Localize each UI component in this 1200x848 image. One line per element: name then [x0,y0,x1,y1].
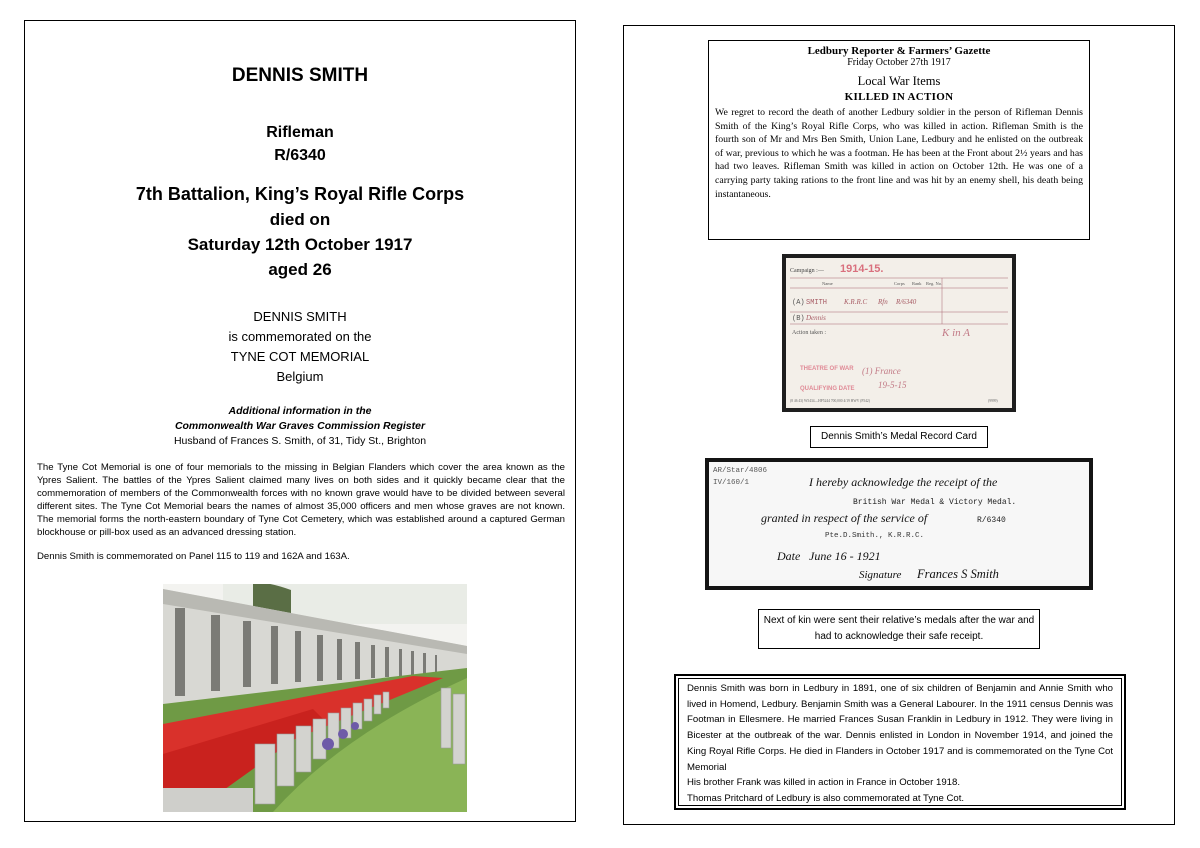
qualifying-value: 19-5-15 [878,380,907,390]
row-b-marker: (B) [792,315,805,323]
col-name: Name [822,281,833,286]
rank: Rifleman [266,124,334,141]
campaign-year: 1914-15. [840,263,884,275]
campaign-label: Campaign :— [790,268,824,274]
soldier-name: DENNIS SMITH [231,65,369,86]
newspaper-section: Local War Items [857,74,941,88]
row-a-rank: Rfn [878,298,888,306]
row-a-name: SMITH [806,299,828,307]
unit-block [25,182,575,282]
newspaper-clipping [708,40,1090,240]
receipt-date-value: June 16 - 1921 [809,549,881,563]
theatre-value: (1) France [862,366,901,376]
brother-text: His brother Frank was killed in action in France in October 1918. [687,777,961,789]
medal-card-caption: Dennis Smith’s Medal Record Card [810,426,988,448]
commemoration-block [25,307,575,387]
receipt-ref-1: AR/Star/4806 [713,467,768,475]
qualifying-stamp: QUALIFYING DATE [800,386,855,392]
receipt-ref-2: IV/160/1 [713,479,750,487]
age: aged 26 [268,260,332,279]
died-on-label: died on [269,210,331,229]
right-page [623,25,1175,825]
card-footer-left: (8 46 43) W5434—HP5244 700,000 4/19 HWV (P542) [790,399,870,403]
newspaper-text: We regret to record the death of another Ledbury soldier in the person of Rifleman Dennis Smith of the King’s Royal Rifle Corps, who was killed in action. Rifleman Smith is the fourth son of Mr and Mrs Ben Smith, Union Lane, Ledbury and he enlisted on the outbreak of war, previous to which he was a footman. He has been at the Front about 2½ years and has had two leaves. Rifleman Smith was killed in action on October 12th. He was one of a carrying party taking rations to the front line and was hit by an enemy shell, his death being instantaneous. [715,107,1083,200]
biography-text: Dennis Smith was born in Ledbury in 1891, one of six children of Benjamin and Annie Smith who lived in Homend, Ledbury. Benjamin Smith was a General Labourer. In the 1911 census Dennis was Footman in Ellesmere. He married Frances Susan Franklin in Ledbury in 1912. They were living in Bicester at the outbreak of the war. Dennis enlisted in London in November 1914, and joined the King Royal Rifle Corps. He died in Flanders in October 1917 and is commemorated on the Tyne Cot Memorial [687,683,1113,773]
newspaper-date: Friday October 27th 1917 [847,57,951,68]
left-page [24,20,576,822]
receipt-sig-value: Frances S Smith [917,567,999,581]
additional-text: Husband of Frances S. Smith, of 31, Tidy St., Brighton [173,435,427,447]
unit: 7th Battalion, King’s Royal Rifle Corps [135,184,465,204]
receipt-line-4: Pte.D.Smith., K.R.R.C. [825,532,925,540]
receipt-line-1: I hereby acknowledge the receipt of the [809,475,998,489]
col-regno: Reg. No. [926,281,943,286]
medal-receipt [705,458,1093,590]
row-a-regno: R/6340 [896,298,917,306]
panel-info: Dennis Smith is commemorated on Panel 115 to 119 and 162A and 163A. [37,551,350,562]
death-date: Saturday 12th October 1917 [187,235,413,254]
card-footer-right: (9999) [988,399,998,403]
additional-info [25,404,575,449]
biography-box [674,674,1126,810]
receipt-caption: Next of kin were sent their relative’s medals after the war and had to acknowledge their safe receipt. [758,609,1040,649]
col-rank: Rank [912,281,922,286]
memorial-description: The Tyne Cot Memorial is one of four memorials to the missing in Belgian Flanders which cover the area known as the Ypres Salient. The battles of the Ypres Salient claimed many lives on both sides and it quickly became clear that the commemoration of members of the Commonwealth forces with no known grave would have to be divided between several different sites. The Tyne Cot Memorial bears the names of almost 35,000 officers and men whose graves are not known. The memorial forms the north-eastern boundary of Tyne Cot Cemetery, which was established around a captured German blockhouse or pill-box used as an advanced dressing station. [37,462,565,538]
service-number: R/6340 [274,147,326,164]
additional-heading-2: Commonwealth War Graves Commission Register [174,420,426,432]
memorial-photo [163,584,467,812]
commem-text: is commemorated on the [228,329,372,344]
newspaper-headline: KILLED IN ACTION [844,91,954,103]
col-corps: Corps [894,281,905,286]
additional-heading-1: Additional information in the [228,405,372,417]
action-label: Action taken : [792,330,826,336]
row-a-corps: K.R.R.C [844,298,868,306]
receipt-line-2: British War Medal & Victory Medal. [853,498,1017,507]
rank-block [25,121,575,167]
theatre-stamp: THEATRE OF WAR [800,366,854,372]
medal-record-card [782,254,1016,412]
row-a-marker: (A) [792,299,805,307]
country: Belgium [276,369,324,384]
receipt-line-3: granted in respect of the service of [761,511,928,525]
receipt-sig-label: Signature [859,569,902,581]
receipt-service-no: R/6340 [977,516,1006,525]
memorial-name: TYNE COT MEMORIAL [230,349,370,364]
row-b-name: Dennis [806,314,826,322]
also-commemorated-text: Thomas Pritchard of Ledbury is also commemorated at Tyne Cot. [687,792,965,804]
action-value: K in A [942,327,970,339]
receipt-date-label: Date [777,549,801,563]
newspaper-title: Ledbury Reporter & Farmers’ Gazette [807,45,991,57]
commem-name: DENNIS SMITH [253,309,347,324]
